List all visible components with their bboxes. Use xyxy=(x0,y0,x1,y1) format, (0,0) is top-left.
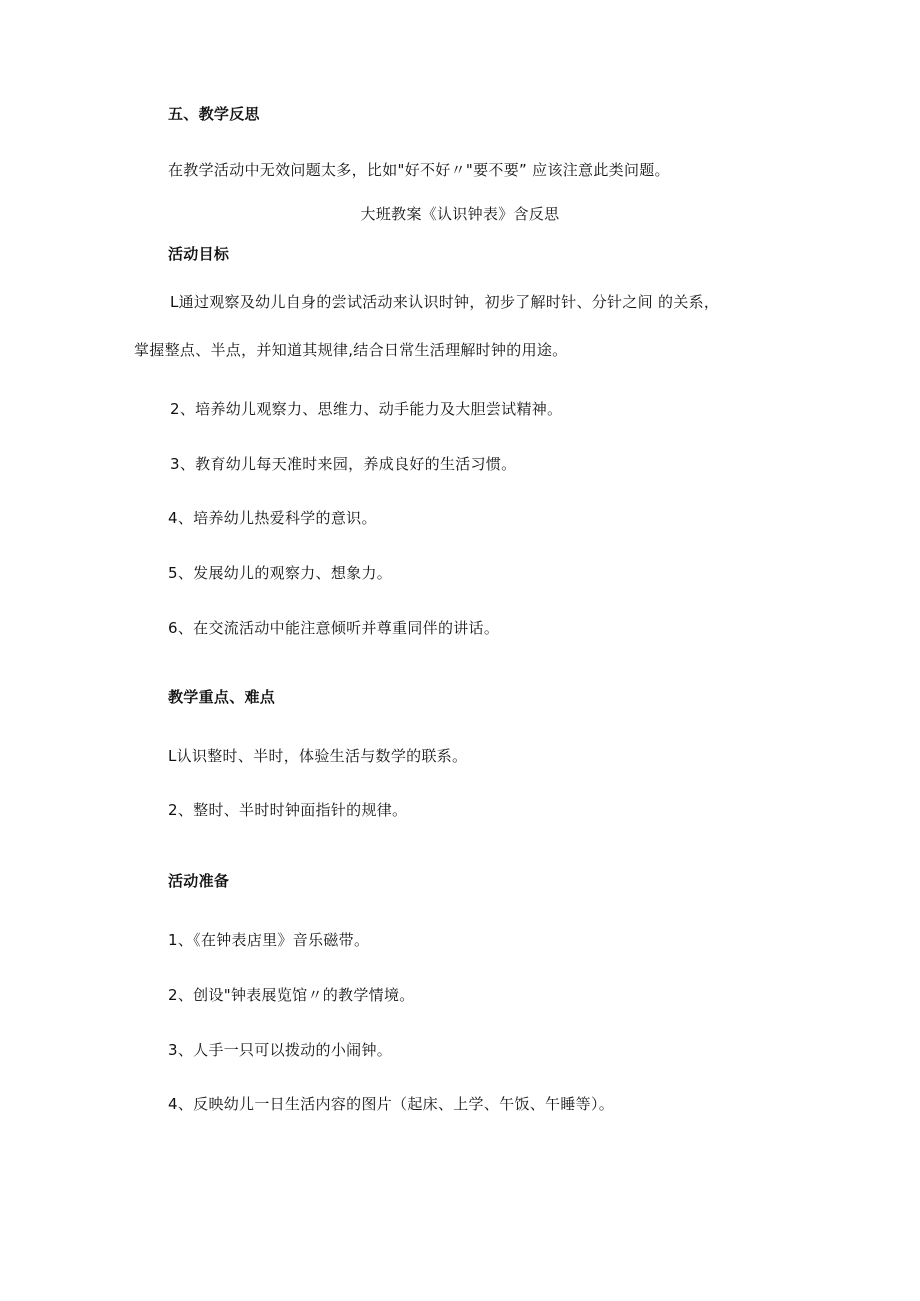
preparation-item: 2、创设"钟表展览馆〃的教学情境。 xyxy=(168,986,415,1004)
goal-item-1-line-1: L通过观察及幼儿自身的尝试活动来认识时钟，初步了解时针、分针之间 的关系， xyxy=(170,293,720,311)
goal-item: 6、在交流活动中能注意倾听并尊重同伴的讲话。 xyxy=(168,619,500,637)
reflection-text: 在教学活动中无效问题太多，比如"好不好〃"要不要” 应该注意此类问题。 xyxy=(168,161,670,179)
goal-item: 4、培养幼儿热爱科学的意识。 xyxy=(168,509,377,527)
section-heading-preparation: 活动准备 xyxy=(168,872,230,890)
goal-item: 3、教育幼儿每天准时来园，养成良好的生活习惯。 xyxy=(170,455,517,473)
preparation-item: 3、人手一只可以拨动的小闹钟。 xyxy=(168,1041,393,1059)
key-point-item: 2、整时、半时时钟面指针的规律。 xyxy=(168,801,408,819)
goal-item-1-line-2: 掌握整点、半点，并知道其规律,结合日常生活理解时钟的用途。 xyxy=(134,341,568,359)
lesson-title: 大班教案《认识钟表》含反思 xyxy=(360,205,560,223)
section-heading-reflection: 五、教学反思 xyxy=(168,105,260,123)
section-heading-goals: 活动目标 xyxy=(168,245,230,263)
goal-item: 5、发展幼儿的观察力、想象力。 xyxy=(168,564,393,582)
section-heading-key-points: 教学重点、难点 xyxy=(168,688,276,706)
preparation-item: 1、《在钟表店里》音乐磁带。 xyxy=(168,931,370,949)
preparation-item: 4、反映幼儿一日生活内容的图片（起床、上学、午饭、午睡等）。 xyxy=(168,1095,615,1113)
key-point-item: L认识整时、半时，体验生活与数学的联系。 xyxy=(168,747,468,765)
goal-item: 2、培养幼儿观察力、思维力、动手能力及大胆尝试精神。 xyxy=(170,400,563,418)
